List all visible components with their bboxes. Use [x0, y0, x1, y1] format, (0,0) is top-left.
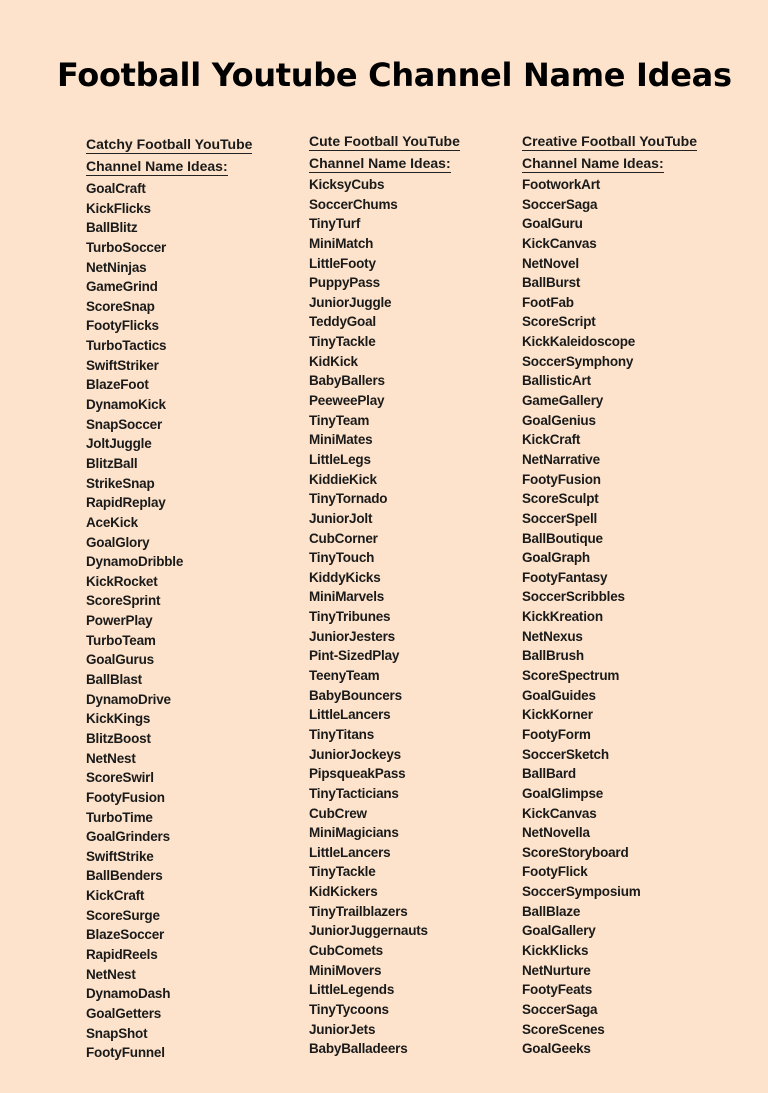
name-list-item: LittleLegends [309, 982, 395, 998]
name-list-item: ScoreSprint [86, 593, 161, 609]
name-list-item: JuniorJolt [309, 510, 373, 526]
name-list-item: DynamoDash [86, 986, 171, 1002]
name-list-item: PipsqueakPass [309, 766, 406, 782]
name-list-item: NetNest [86, 966, 136, 982]
name-list-item: GoalGuru [522, 216, 583, 232]
name-list-item: BlitzBoost [86, 730, 151, 746]
name-list-item: MiniMatch [309, 235, 374, 251]
header-line-1: Cute Football YouTube [309, 133, 460, 149]
header-line-1: Creative Football YouTube [522, 133, 698, 149]
name-list-item: PeeweePlay [309, 393, 385, 409]
creative-names-column [522, 131, 697, 1059]
name-list-item: CubComets [309, 942, 383, 958]
cute-names-column [309, 131, 460, 1059]
name-list-item: FootyFunnel [86, 1045, 165, 1061]
name-list-item: KickKreation [522, 609, 603, 625]
name-list-item: AceKick [86, 514, 138, 530]
name-list-item: JuniorJockeys [309, 746, 401, 762]
name-list-item: BallBurst [522, 275, 581, 291]
name-list-item: FootyFusion [86, 789, 165, 805]
header-line-2: Channel Name Ideas: [86, 158, 228, 174]
name-list-item: KickKings [86, 711, 151, 727]
name-list-item: BallBenders [86, 868, 163, 884]
name-list-item: NetNovel [522, 255, 579, 271]
name-list-item: KidKick [309, 353, 358, 369]
name-list-item: SoccerSpell [522, 510, 598, 526]
name-list-item: NetNurture [522, 962, 591, 978]
name-list-item: GoalGuides [522, 687, 596, 703]
name-list-item: MiniMates [309, 432, 373, 448]
name-list-item: KickKlicks [522, 942, 589, 958]
name-list-item: GoalGraph [522, 550, 590, 566]
name-list-item: NetNexus [522, 628, 583, 644]
name-list-item: KickKaleidoscope [522, 334, 636, 350]
name-list-item: TinyTouch [309, 550, 375, 566]
name-list-item: ScoreScenes [522, 1021, 605, 1037]
name-list-item: NetNarrative [522, 451, 600, 467]
name-list-item: BallBlast [86, 672, 142, 688]
creative-column-header [522, 131, 697, 175]
name-list-item: GoalGurus [86, 652, 154, 668]
name-list-item: BallBard [522, 766, 576, 782]
name-list-item: BlazeSoccer [86, 927, 165, 943]
header-line-1: Catchy Football YouTube [86, 136, 253, 152]
name-list-item: NetNinjas [86, 259, 147, 275]
name-list-item: TeenyTeam [309, 668, 380, 684]
name-list-item: FootyFusion [522, 471, 601, 487]
name-list-item: TeddyGoal [309, 314, 376, 330]
creative-names-list [522, 175, 697, 1059]
name-list-item: LittleLancers [309, 844, 391, 860]
name-list-item: DynamoDrive [86, 691, 171, 707]
catchy-names-column [86, 131, 252, 1063]
name-list-item: StrikeSnap [86, 475, 155, 491]
name-list-item: GoalGlimpse [522, 785, 604, 801]
header-line-2: Channel Name Ideas: [309, 155, 451, 171]
name-list-item: TinyTribunes [309, 609, 391, 625]
name-list-item: MiniMarvels [309, 589, 385, 605]
name-list-item: GoalGlory [86, 534, 150, 550]
name-list-item: TinyTycoons [309, 1001, 389, 1017]
name-list-item: NetNovella [522, 825, 590, 841]
name-list-item: KickCraft [522, 432, 581, 448]
name-list-item: Pint-SizedPlay [309, 648, 400, 664]
name-list-item: TurboTeam [86, 632, 156, 648]
name-list-item: GoalGeeks [522, 1041, 591, 1057]
name-list-item: KickKorner [522, 707, 593, 723]
name-list-item: TinyTrailblazers [309, 903, 408, 919]
name-list-item: KicksyCubs [309, 177, 385, 192]
name-list-item: KickCanvas [522, 805, 597, 821]
name-list-item: JuniorJets [309, 1021, 376, 1037]
name-list-item: GoalGallery [522, 923, 596, 939]
name-list-item: MiniMovers [309, 962, 382, 978]
name-list-item: KickCraft [86, 888, 145, 904]
name-list-item: TurboTime [86, 809, 153, 825]
name-list-item: FootworkArt [522, 177, 601, 192]
name-list-item: SnapShot [86, 1025, 148, 1041]
name-list-item: LittleFooty [309, 255, 376, 271]
name-list-item: TinyTitans [309, 726, 375, 742]
cute-names-list [309, 175, 460, 1059]
name-list-item: KiddieKick [309, 471, 377, 487]
name-list-item: BallBlitz [86, 220, 138, 236]
name-list-item: SnapSoccer [86, 416, 163, 432]
name-list-item: BallBoutique [522, 530, 603, 546]
name-list-item: SoccerSymposium [522, 884, 641, 900]
cute-column-header [309, 131, 460, 175]
name-list-item: SoccerSymphony [522, 353, 634, 369]
name-list-item: ScoreSculpt [522, 491, 599, 507]
name-list-item: TinyTackle [309, 864, 376, 880]
name-list-item: GameGrind [86, 279, 158, 295]
name-list-item: TurboSoccer [86, 239, 167, 255]
name-list-item: LittleLegs [309, 451, 371, 467]
name-list-item: BlitzBall [86, 455, 138, 471]
name-list-item: FootyFeats [522, 982, 593, 998]
name-list-item: GameGallery [522, 393, 604, 409]
name-list-item: BabyBalladeers [309, 1041, 408, 1057]
name-list-item: FootFab [522, 294, 574, 310]
name-list-item: ScoreSpectrum [522, 668, 620, 684]
name-list-item: KickRocket [86, 573, 158, 589]
page-title: Football Youtube Channel Name Ideas [57, 56, 732, 94]
name-list-item: GoalGenius [522, 412, 596, 428]
catchy-column-header [86, 134, 252, 178]
name-list-item: BallBlaze [522, 903, 581, 919]
name-list-item: JuniorJesters [309, 628, 395, 644]
name-list-item: JuniorJuggernauts [309, 923, 428, 939]
name-list-item: ScoreStoryboard [522, 844, 629, 860]
name-list-item: BabyBallers [309, 373, 385, 389]
name-list-item: JuniorJuggle [309, 294, 392, 310]
name-list-item: TinyTeam [309, 412, 370, 428]
name-list-item: TinyTacticians [309, 785, 399, 801]
catchy-names-list [86, 179, 252, 1063]
name-list-item: KidKickers [309, 884, 378, 900]
name-list-item: FootyForm [522, 726, 591, 742]
header-line-2: Channel Name Ideas: [522, 155, 664, 171]
name-list-item: SwiftStriker [86, 357, 159, 373]
name-list-item: GoalGetters [86, 1005, 162, 1021]
name-list-item: FootyFantasy [522, 569, 608, 585]
name-list-item: PowerPlay [86, 613, 153, 629]
name-list-item: SoccerChums [309, 196, 398, 212]
name-list-item: SwiftStrike [86, 848, 154, 864]
name-list-item: SoccerSketch [522, 746, 609, 762]
name-list-item: JoltJuggle [86, 436, 152, 452]
name-list-item: BlazeFoot [86, 377, 149, 393]
name-list-item: SoccerScribbles [522, 589, 625, 605]
name-list-item: KickCanvas [522, 235, 597, 251]
name-list-item: GoalGrinders [86, 829, 170, 845]
name-list-item: ScoreSwirl [86, 770, 154, 786]
name-list-item: SoccerSaga [522, 1001, 598, 1017]
name-list-item: TinyTornado [309, 491, 388, 507]
name-list-item: CubCorner [309, 530, 378, 546]
name-list-item: ScoreScript [522, 314, 596, 330]
name-list-item: KickFlicks [86, 200, 151, 216]
name-list-item: TurboTactics [86, 338, 167, 354]
name-list-item: FootyFlicks [86, 318, 159, 334]
name-list-item: LittleLancers [309, 707, 391, 723]
name-list-item: SoccerSaga [522, 196, 598, 212]
name-list-item: PuppyPass [309, 275, 380, 291]
name-list-item: BabyBouncers [309, 687, 402, 703]
name-list-item: MiniMagicians [309, 825, 399, 841]
name-list-item: TinyTackle [309, 334, 376, 350]
name-list-item: FootyFlick [522, 864, 588, 880]
name-list-item: RapidReplay [86, 495, 166, 511]
name-list-item: ScoreSurge [86, 907, 160, 923]
name-list-item: GoalCraft [86, 181, 146, 196]
name-list-item: ScoreSnap [86, 298, 155, 314]
name-list-item: BallBrush [522, 648, 584, 664]
name-list-item: DynamoDribble [86, 554, 184, 570]
name-list-item: NetNest [86, 750, 136, 766]
name-list-item: CubCrew [309, 805, 367, 821]
name-list-item: BallisticArt [522, 373, 591, 389]
name-list-item: TinyTurf [309, 216, 361, 232]
name-list-item: DynamoKick [86, 397, 166, 413]
name-list-item: RapidReels [86, 946, 158, 962]
name-list-item: KiddyKicks [309, 569, 381, 585]
